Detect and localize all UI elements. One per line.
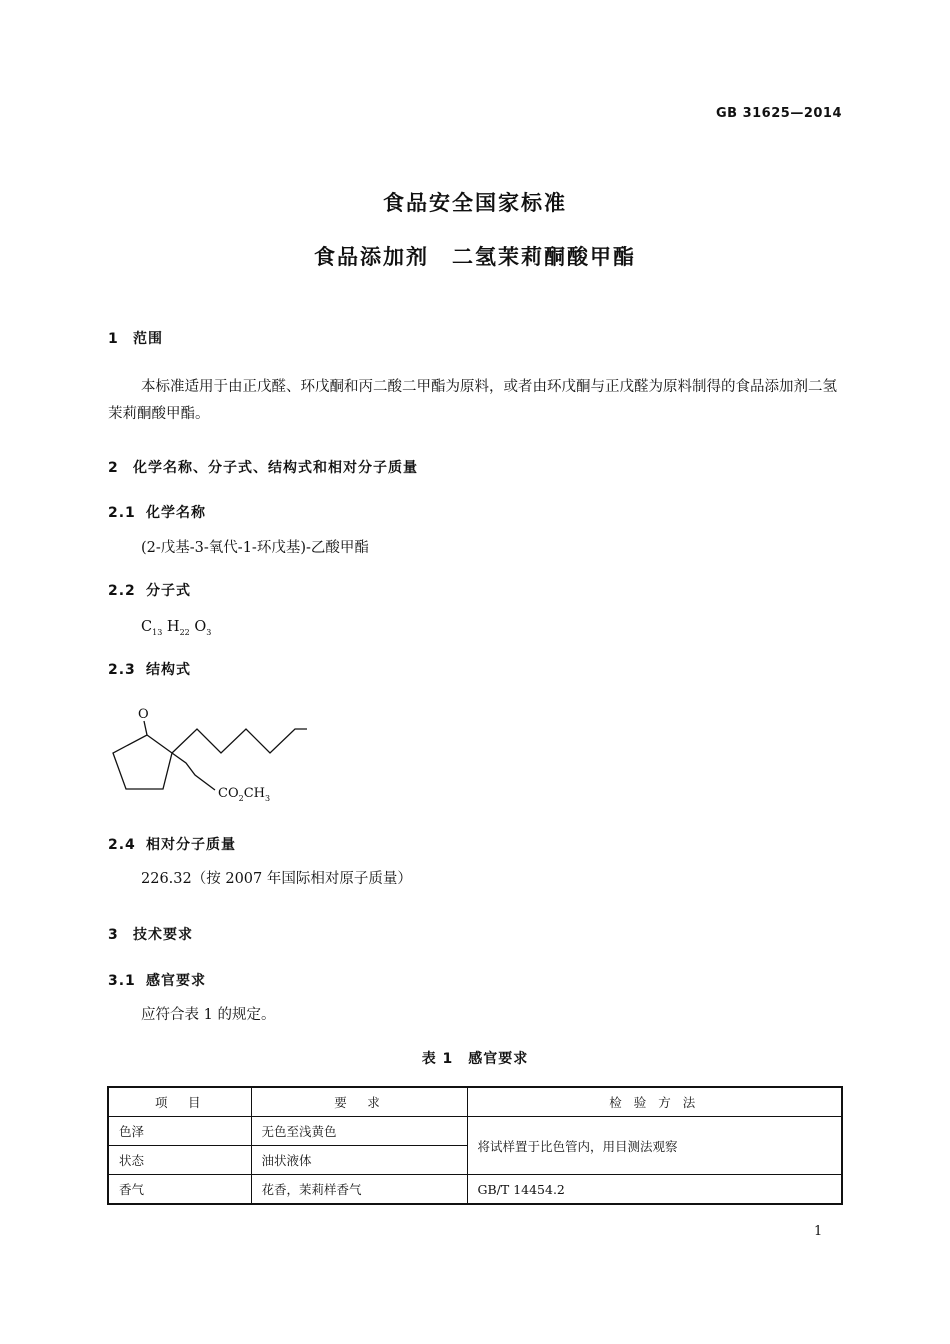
molecular-weight: 226.32（按 2007 年国际相对原子质量） — [141, 871, 412, 887]
acetate-chain — [172, 753, 215, 790]
section-number: 2.4 — [108, 837, 136, 853]
standard-number: GB 31625—2014 — [715, 106, 842, 121]
section-number: 3 — [108, 927, 119, 943]
column-header: 要 求 — [251, 1087, 467, 1117]
document-title: 食品添加剂 二氢茉莉酮酸甲酯 — [314, 245, 636, 269]
section-3-heading — [108, 924, 193, 944]
section-number: 3.1 — [108, 973, 136, 989]
section-number: 2 — [108, 460, 119, 476]
section-title: 技术要求 — [133, 927, 193, 943]
formula-c: C — [141, 619, 153, 635]
section-2-1-heading — [108, 502, 206, 522]
table-cell-requirement: 花香，茉莉样香气 — [251, 1175, 467, 1205]
column-header: 项 目 — [108, 1087, 251, 1117]
chemical-name: (2-戊基-3-氧代-1-环戊基)-乙酸甲酯 — [141, 540, 369, 556]
ester-sub-3: 3 — [265, 794, 271, 803]
section-number: 2.2 — [108, 583, 136, 599]
scope-paragraph: 本标准适用于由正戊醛、环戊酮和丙二酸二甲酯为原料，或者由环戊酮与正戊醛为原料制得的食品添加剂二氢茉莉酮酸甲酯。 — [108, 379, 837, 422]
section-number: 1 — [108, 331, 119, 347]
section-number: 2.3 — [108, 662, 136, 678]
table-cell-item: 色泽 — [108, 1117, 251, 1146]
section-title: 结构式 — [146, 662, 191, 678]
standard-title: 食品安全国家标准 — [383, 191, 567, 215]
table-cell-item: 状态 — [108, 1146, 251, 1175]
section-3-1-heading — [108, 970, 206, 990]
table-cell-method: GB/T 14454.2 — [467, 1175, 842, 1205]
section-2-3-heading — [108, 659, 191, 679]
section-title: 范围 — [133, 331, 163, 347]
carbonyl-bond — [144, 721, 147, 735]
section-2-2-heading — [108, 580, 191, 600]
page-number: 1 — [814, 1224, 823, 1239]
table-row — [108, 1175, 842, 1205]
pentyl-chain — [172, 729, 307, 753]
sensory-reference: 应符合表 1 的规定。 — [141, 1007, 276, 1023]
section-number: 2.1 — [108, 505, 136, 521]
column-header: 检 验 方 法 — [467, 1087, 842, 1117]
table-header-row — [108, 1087, 842, 1117]
section-title: 化学名称、分子式、结构式和相对分子质量 — [133, 460, 418, 476]
formula-o-count: 3 — [206, 627, 212, 637]
ester-sub-2: 2 — [238, 794, 244, 803]
formula-c-count: 13 — [152, 627, 163, 637]
table-cell-requirement: 无色至浅黄色 — [251, 1117, 467, 1146]
section-title: 化学名称 — [146, 505, 206, 521]
section-title: 分子式 — [146, 583, 191, 599]
oxygen-label: O — [138, 707, 149, 722]
sensory-requirements-table — [107, 1086, 843, 1205]
ester-co: CO — [218, 786, 239, 801]
section-2-4-heading — [108, 834, 236, 854]
table-cell-item: 香气 — [108, 1175, 251, 1205]
formula-h: H — [166, 619, 180, 635]
section-1-heading — [108, 328, 163, 348]
section-title: 相对分子质量 — [146, 837, 236, 853]
cyclopentane-ring — [113, 735, 172, 789]
ester-label — [218, 786, 270, 803]
molecular-formula — [141, 614, 211, 646]
table-cell-requirement: 油状液体 — [251, 1146, 467, 1175]
formula-o: O — [194, 619, 207, 635]
ester-ch: CH — [243, 786, 265, 801]
formula-h-count: 22 — [179, 627, 190, 637]
table-row — [108, 1117, 842, 1146]
table-caption: 表 1 感官要求 — [421, 1051, 529, 1067]
section-title: 感官要求 — [146, 973, 206, 989]
structural-formula — [100, 700, 330, 815]
table-cell-method: 将试样置于比色管内，用目测法观察 — [467, 1117, 842, 1175]
section-2-heading — [108, 457, 418, 477]
